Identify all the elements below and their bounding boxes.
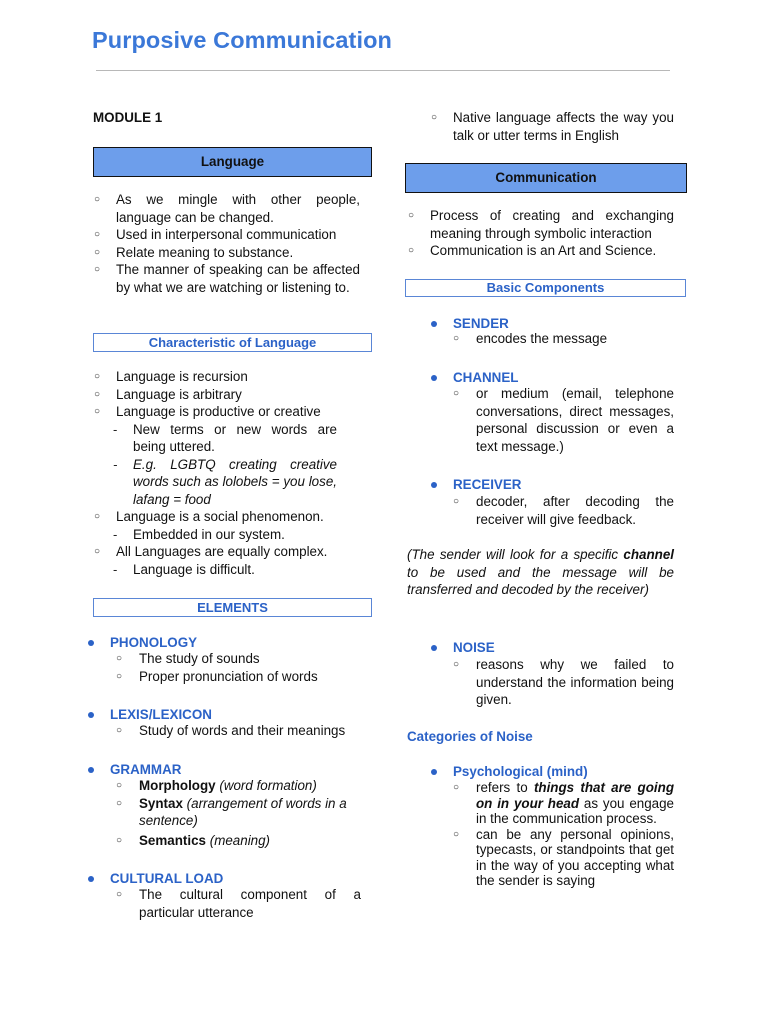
list-item [116, 543, 360, 578]
list-item-text: Language is a social phenomenon. [116, 509, 324, 524]
cultural-load-list [139, 886, 361, 921]
receiver-heading: RECEIVER [453, 477, 522, 492]
item-text: refers to [476, 780, 534, 795]
psychological-heading: Psychological (mind) [453, 764, 588, 779]
communication-heading-box: Communication [405, 163, 687, 193]
bullet-dot-icon [431, 645, 437, 651]
item-emphasis: things that are going on in your head [476, 780, 674, 811]
bullet-dot-icon [88, 876, 94, 882]
module-label: MODULE 1 [93, 110, 163, 125]
characteristic-list [116, 368, 360, 578]
sender-heading: SENDER [453, 316, 509, 331]
phonology-list [139, 650, 361, 685]
list-item: ○ Native language affects the way you talk or utter terms in English [453, 109, 674, 144]
channel-list [476, 385, 674, 455]
psychological-list [476, 780, 674, 889]
basic-components-heading-box: Basic Components [405, 279, 686, 297]
list-item: ○ or medium (email, telephone conversations, direct messages, personal discussion or even a text message.) [476, 385, 674, 455]
list-item [116, 508, 360, 543]
note-text: (The sender will look for a specific [407, 547, 624, 562]
term: Syntax [139, 795, 183, 811]
list-item: ○ Used in interpersonal communication [116, 226, 360, 244]
list-item: ○ encodes the message [476, 330, 674, 348]
list-item: ○ Language is arbitrary [116, 386, 360, 404]
bullet-dot-icon [88, 712, 94, 718]
bullet-dot-icon [431, 321, 437, 327]
bullet-dot-icon [88, 767, 94, 773]
list-item: ○ Communication is an Art and Science. [430, 242, 674, 260]
list-item: ○ The study of sounds [139, 650, 361, 668]
language-list [116, 191, 360, 296]
term: Morphology [139, 778, 216, 793]
list-item: ○ Study of words and their meanings [139, 722, 361, 740]
list-item [139, 777, 361, 795]
list-item: ○ reasons why we failed to understand the information being given. [476, 656, 674, 709]
title-divider [96, 70, 670, 71]
grammar-heading: GRAMMAR [110, 762, 182, 777]
phonology-heading: PHONOLOGY [110, 635, 198, 650]
list-item: ○ Process of creating and exchanging meaning through symbolic interaction [430, 207, 674, 242]
list-item: ○ decoder, after decoding the receiver will give feedback. [476, 493, 674, 528]
characteristic-heading-box: Characteristic of Language [93, 333, 372, 352]
sub-item: - New terms or new words are being uttered. [133, 421, 337, 456]
categories-of-noise-heading: Categories of Noise [407, 729, 533, 744]
sender-note [407, 546, 674, 599]
lexis-heading: LEXIS/LEXICON [110, 707, 212, 722]
term-gloss: (word formation) [219, 778, 317, 793]
list-item: ○ can be any personal opinions, typecasts, or standpoints that get in the way of you accepting what the sender is saying [476, 827, 674, 889]
term-gloss: (arrangement of words in a sentence) [139, 795, 347, 828]
sub-item: - E.g. LGBTQ creating creative words such as lolobels = you lose, lafang = food [133, 456, 337, 509]
cultural-load-heading: CULTURAL LOAD [110, 871, 224, 886]
bullet-dot-icon [431, 769, 437, 775]
term-gloss: (meaning) [209, 832, 271, 848]
list-item: ○ Language is recursion [116, 368, 360, 386]
list-item-text: Language is productive or creative [116, 404, 321, 419]
elements-heading-box: ELEMENTS [93, 598, 372, 617]
list-item: ○ Proper pronunciation of words [139, 668, 361, 686]
list-item [116, 403, 360, 508]
bullet-dot-icon [431, 375, 437, 381]
item-text: as you engage in the communication process. [476, 795, 674, 826]
language-heading-box: Language [93, 147, 372, 177]
list-item-text: All Languages are equally complex. [116, 544, 328, 559]
communication-list [430, 207, 674, 260]
list-item: ○ Relate meaning to substance. [116, 244, 360, 262]
bullet-dot-icon [431, 482, 437, 488]
list-item [476, 780, 674, 827]
channel-heading: CHANNEL [453, 370, 519, 385]
note-emphasis: channel [623, 547, 674, 562]
list-item [139, 795, 361, 830]
note-text: to be used and the message will be transferred and decoded by the receiver) [407, 564, 674, 597]
sub-item: - Language is difficult. [133, 561, 360, 579]
page-title: Purposive Communication [92, 27, 393, 53]
noise-heading: NOISE [453, 640, 495, 655]
native-language-list [453, 109, 674, 144]
sender-list [476, 330, 674, 348]
sub-item: - Embedded in our system. [133, 526, 360, 544]
lexis-list [139, 722, 361, 740]
list-item [139, 832, 361, 850]
term: Semantics [139, 832, 206, 848]
receiver-list [476, 493, 674, 528]
list-item: ○ The cultural component of a particular utterance [139, 886, 361, 921]
grammar-list [139, 777, 361, 849]
list-item: ○ The manner of speaking can be affected by what we are watching or listening to. [116, 261, 360, 296]
noise-list [476, 656, 674, 709]
list-item: ○ As we mingle with other people, language can be changed. [116, 191, 360, 226]
bullet-dot-icon [88, 640, 94, 646]
